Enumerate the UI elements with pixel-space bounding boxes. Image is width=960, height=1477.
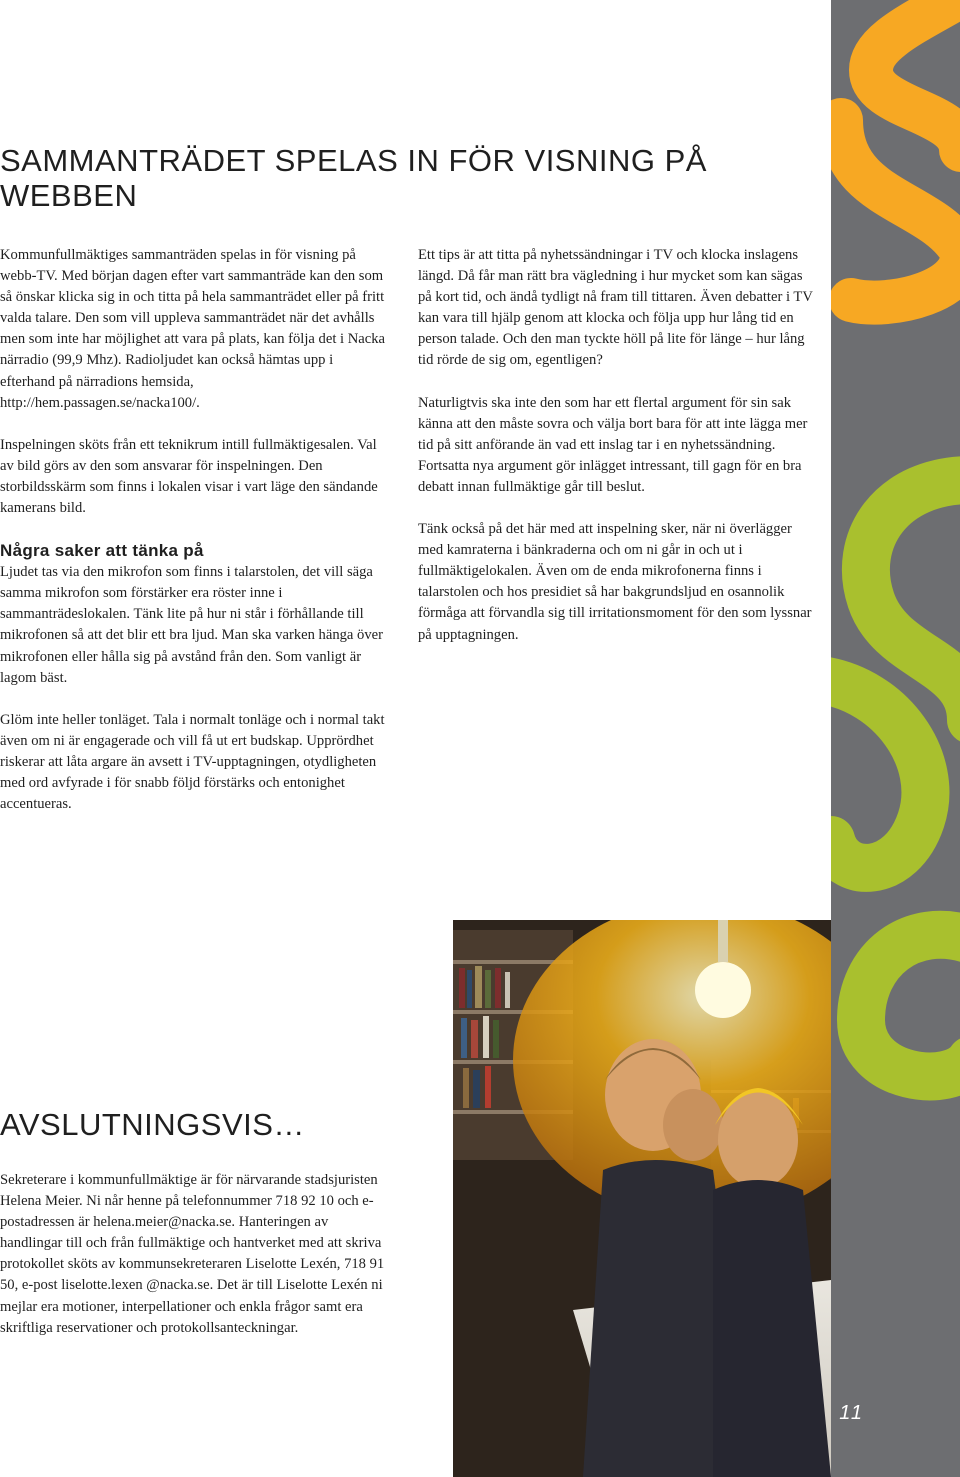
closing-heading: AVSLUTNINGSVIS… [0, 1107, 305, 1142]
decorative-sidebar [831, 0, 960, 1477]
paragraph: Naturligtvis ska inte den som har ett flertal argument för sin sak känna att den måste sovra och välja bort bara för att inte lägga mer tid på sitt anförande än vad ett inslag tar i en nyhetssändning. Fortsatta nya argument gör inlägget intressant, till gagn för en bra debatt innan fullmäktige går till beslut. [418, 394, 808, 495]
page-title: SAMMANTRÄDET SPELAS IN FÖR VISNING PÅ WEBBEN [0, 143, 707, 213]
light-bulb [695, 962, 751, 1018]
closing-column [0, 1170, 390, 1360]
decorative-swirl [831, 0, 960, 1477]
subheading: Några saker att tänka på [0, 541, 204, 561]
right-column [418, 245, 813, 667]
paragraph: Glöm inte heller tonläget. Tala i normalt tonläge och i normal takt även om ni är engagerade och vill få ut ert budskap. Upprördhet riskerar att låta argare än avsett i TV-upptagningen, otydligheten med ord avfyrade i för snabb följd förstärks och entonighet accentueras. [0, 711, 385, 813]
left-column [0, 245, 390, 836]
page-number: 11 [839, 1402, 864, 1424]
photo-illustration [453, 920, 831, 1477]
paragraph: Sekreterare i kommunfullmäktige är för närvarande stadsjuristen Helena Meier. Ni når henne på telefonnummer 718 92 10 och e-postadressen är helena.meier@nacka.se. Hanteringen av handlingar till och från fullmäktige och hantverket med att skriva protokollet sköts av kommunsekreteraren Liselotte Lexén, 718 91 50, e-post liselotte.lexen @nacka.se. Det är till Liselotte Lexén ni mejlar era motioner, interpellationer och enkla frågor samt era skriftliga reservationer och protokollsanteckningar. [0, 1172, 385, 1336]
paragraph: Ett tips är att titta på nyhetssändningar i TV och klocka inslagens längd. Då får man rätt bra vägledning i hur mycket som kan sägas på kort tid, och ändå tydligt nå fram till tittaren. Även debatter i TV kan vara till hjälp genom att klocka och följa upp hur lång tid en person talade. Och den man tyckte höll på lite för länge – hur lång tid rörde de sig om, egentligen? [418, 247, 813, 369]
paragraph: Inspelningen sköts från ett teknikrum intill fullmäktigesalen. Val av bild görs av den som ansvarar för inspelningen. Den storbildsskärm som finns i lokalen visar i vart läge den sändande kamerans bild. [0, 436, 378, 517]
paragraph: Tänk också på det här med att inspelning sker, när ni överlägger med kamraterna i bänkraderna och om ni går in och ut i fullmäktigelokalen. Även om de enda mikrofonerna finns i talarstolen och hos presidiet så har bakgrundsljud en osannolik förmåga att förvandla sig till irritationsmoment för den som lyssnar på upptagningen. [418, 521, 812, 643]
paragraph: Kommunfullmäktiges sammanträden spelas in för visning på webb-TV. Med början dagen efter vart sammanträde kan den som så önskar klicka sig in och titta på hela sammanträdet eller på fritt valda talare. Den som vill uppleva sammanträdet när det avhålls men som inte har möjlighet att vara på plats, kan följa det i Nacka närradio (99,9 Mhz). Radioljudet kan också hämtas upp i efterhand på närradions hemsida, http://hem.passagen.se/nacka100/. [0, 247, 385, 411]
paragraph: Ljudet tas via den mikrofon som finns i talarstolen, det vill säga samma mikrofon som förstärker era röster inne i sammanträdeslokalen. Tänk lite på hur ni står i förhållande till mikrofonen så att det blir ett bra ljud. Man ska varken hänga över mikrofonen eller hålla sig på avstånd från den. Som vanligt är lagom bäst. [0, 564, 383, 686]
photo [453, 920, 831, 1477]
